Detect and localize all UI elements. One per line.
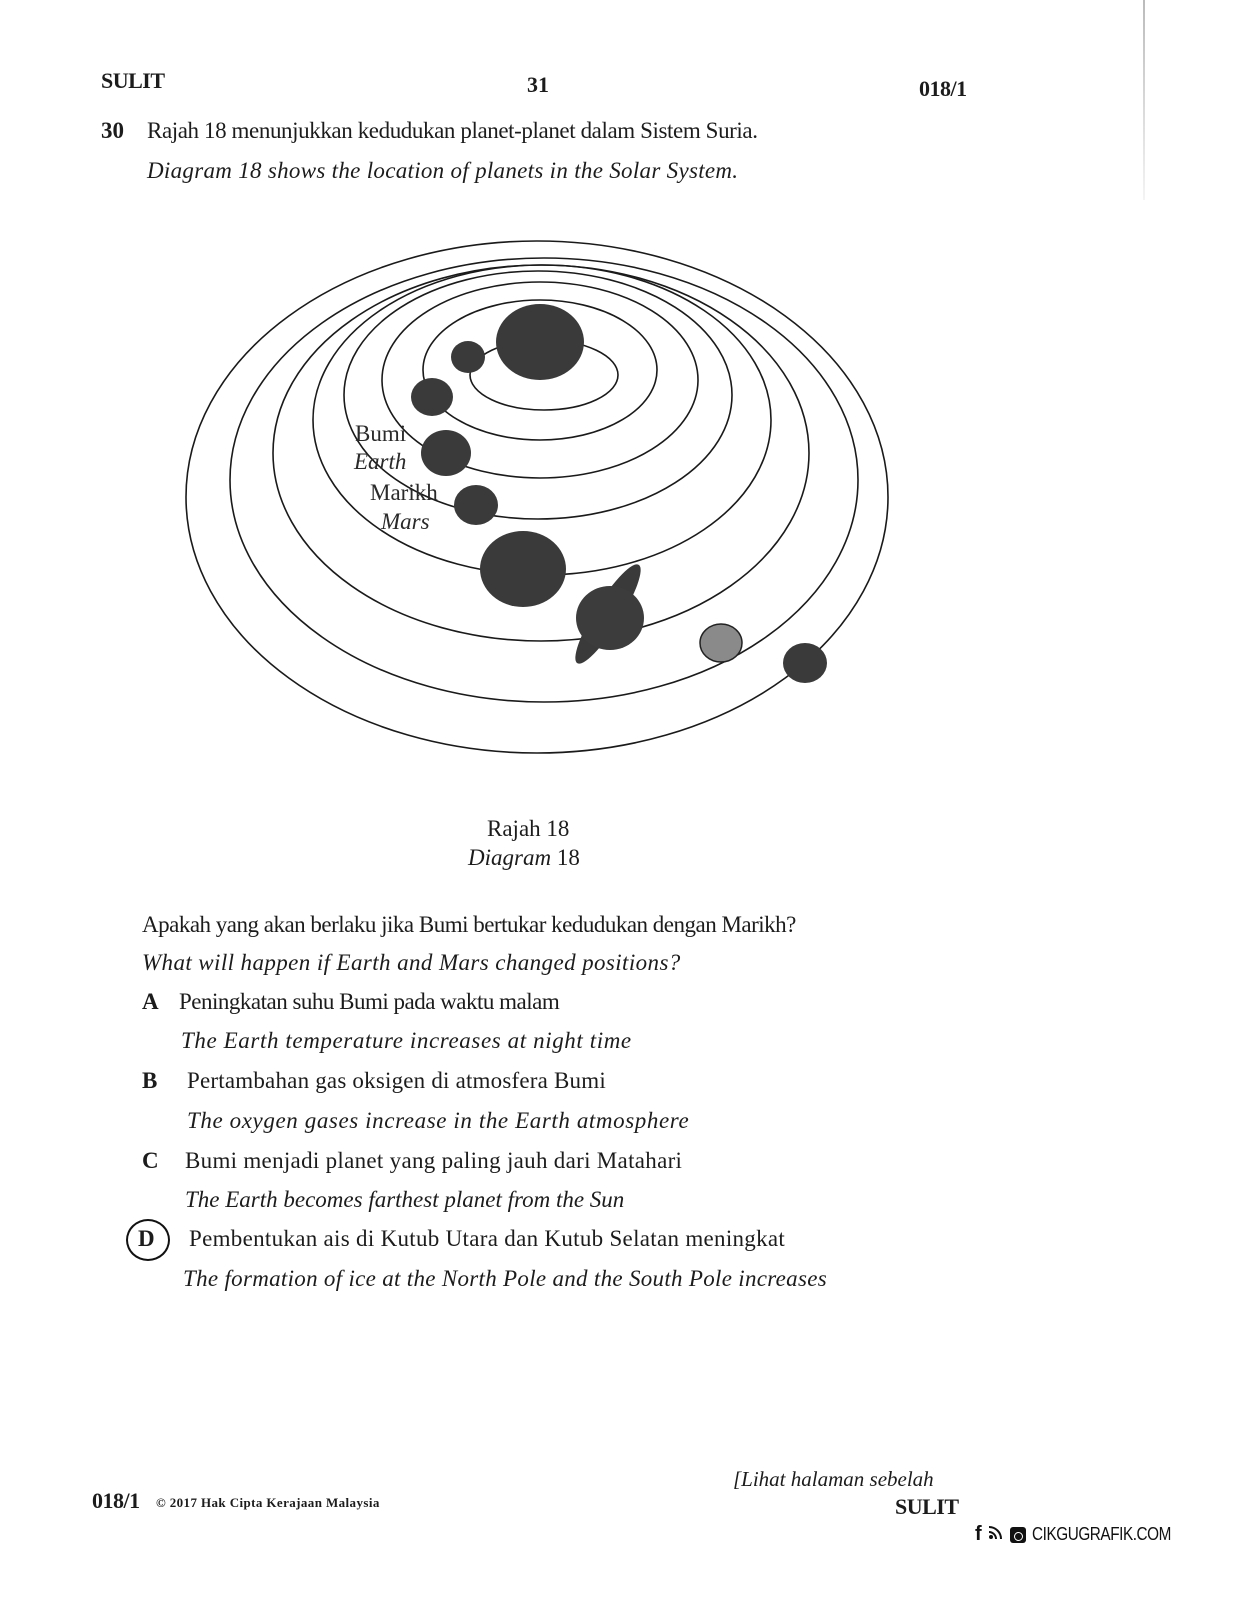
footer-next-page: [Lihat halaman sebelah bbox=[733, 1467, 934, 1491]
label-mars-english: Mars bbox=[381, 509, 430, 534]
planet-mercury bbox=[451, 341, 485, 373]
planet-saturn bbox=[566, 558, 650, 670]
diagram-caption-english bbox=[468, 845, 580, 871]
diagram-caption-malay: Rajah 18 bbox=[487, 816, 570, 841]
option-b-text-english[interactable]: The oxygen gases increase in the Earth atmosphere bbox=[187, 1108, 690, 1133]
label-earth-malay: Bumi bbox=[355, 421, 407, 446]
option-b-letter[interactable]: B bbox=[142, 1068, 158, 1093]
sun bbox=[496, 304, 584, 380]
label-earth-english: Earth bbox=[354, 449, 407, 474]
planet-mars bbox=[454, 485, 498, 525]
option-c-text-malay[interactable]: Bumi menjadi planet yang paling jauh dari Matahari bbox=[185, 1148, 683, 1173]
footer-paper-code: 018/1 bbox=[92, 1488, 140, 1513]
option-a-text-malay[interactable]: Peningkatan suhu Bumi pada waktu malam bbox=[179, 989, 560, 1014]
option-a-letter[interactable]: A bbox=[142, 989, 159, 1014]
label-mars-malay: Marikh bbox=[370, 480, 438, 505]
question-stem-malay: Rajah 18 menunjukkan kedudukan planet-planet dalam Sistem Suria. bbox=[147, 118, 758, 143]
diagram-caption-english-text: Diagram bbox=[468, 845, 552, 870]
watermark bbox=[975, 1523, 1195, 1546]
planet-uranus bbox=[700, 624, 742, 662]
question-prompt-english: What will happen if Earth and Mars changed positions? bbox=[142, 950, 681, 975]
footer-classification: SULIT bbox=[895, 1494, 959, 1519]
instagram-icon bbox=[1010, 1527, 1026, 1543]
question-stem-english: Diagram 18 shows the location of planets in the Solar System. bbox=[147, 158, 739, 183]
option-c-letter[interactable]: C bbox=[142, 1148, 159, 1173]
option-b-text-malay[interactable]: Pertambahan gas oksigen di atmosfera Bumi bbox=[187, 1068, 606, 1093]
scan-edge-line bbox=[1143, 0, 1145, 200]
header-classification: SULIT bbox=[101, 68, 165, 93]
question-prompt-malay: Apakah yang akan berlaku jika Bumi bertukar kedudukan dengan Marikh? bbox=[142, 912, 796, 937]
solar-system-diagram bbox=[170, 220, 910, 780]
option-d-text-english[interactable]: The formation of ice at the North Pole and the South Pole increases bbox=[183, 1266, 827, 1291]
option-c-text-english[interactable]: The Earth becomes farthest planet from the Sun bbox=[185, 1187, 625, 1212]
rss-icon bbox=[988, 1524, 1004, 1545]
option-d-text-malay[interactable]: Pembentukan ais di Kutub Utara dan Kutub Selatan meningkat bbox=[189, 1226, 786, 1251]
option-a-text-english[interactable]: The Earth temperature increases at night time bbox=[181, 1028, 632, 1053]
watermark-text: CIKGUGRAFIK.COM bbox=[1031, 1524, 1171, 1544]
footer-copyright: © 2017 Hak Cipta Kerajaan Malaysia bbox=[156, 1495, 380, 1510]
planet-jupiter bbox=[480, 531, 566, 607]
facebook-icon: f bbox=[975, 1523, 982, 1545]
planet-venus bbox=[411, 378, 453, 416]
header-paper-code: 018/1 bbox=[919, 76, 967, 101]
page-number: 31 bbox=[527, 72, 549, 97]
question-number: 30 bbox=[101, 118, 124, 143]
diagram-caption-number: 18 bbox=[551, 845, 580, 870]
planet-earth bbox=[421, 430, 471, 476]
option-d-letter[interactable]: D bbox=[138, 1226, 155, 1251]
planet-neptune bbox=[783, 643, 827, 683]
